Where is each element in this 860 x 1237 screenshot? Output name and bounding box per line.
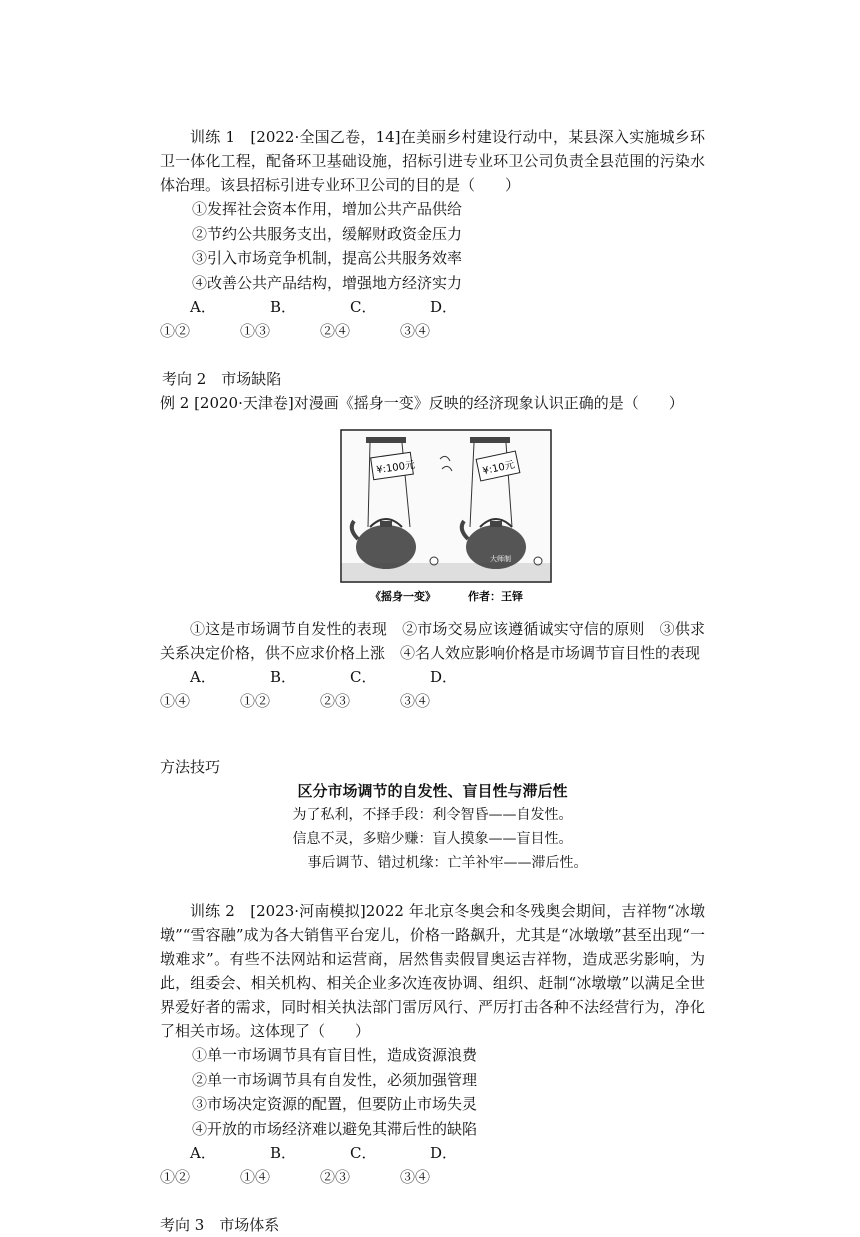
example2-choices [160,665,705,713]
section3-heading: 考向 3 市场体系 [160,1216,280,1234]
training2-stem: 训练 2 [2023·河南模拟]2022 年北京冬奥会和冬残奥会期间，吉祥物“冰墩墩”“雪容融”成为各大销售平台宠儿，价格一路飙升，尤其是“冰墩墩”甚至出现“一墩难求”。有些不法网站和运营商，居然售卖假冒奥运吉祥物，造成恶劣影响，为此，组委会、相关机构、相关企业多次连夜协调、组织、赶制“冰墩墩”以满足全世界爱好者的需求，同时相关执法部门雷厉风行、严厉打击各种不法经营行为，净化了相关市场。这体现了（ ） [160,902,705,1040]
choice-c: C．②③ [320,668,377,710]
cartoon-image [340,429,552,607]
training2-choices [160,1141,705,1189]
method-title: 区分市场调节的自发性、盲目性与滞后性 [297,782,568,800]
example2-statements: ①这是市场调节自发性的表现 ②市场交易应该遵循诚实守信的原则 ③供求关系决定价格，供不应求价格上涨 ④名人效应影响价格是市场调节盲目性的表现 [160,620,705,662]
example2-stem: 例 2 [2020·天津卷]对漫画《摇身一变》反映的经济现象认识正确的是（ ） [160,394,684,412]
sign-right-price: ¥:10元 [481,459,516,478]
training1-stem: 训练 1 [2022·全国乙卷，14]在美丽乡村建设行动中，某县深入实施城乡环卫一体化工程，配备环卫基础设施，招标引进专业环卫公司负责全县范围的污染水体治理。该县招标引进专业环卫公司的目的是（ ） [160,128,705,194]
training1-option-1: ①发挥社会资本作用，增加公共产品供给 [192,200,463,218]
pot-label: 大师制 [490,555,511,563]
section2-heading: 考向 2 市场缺陷 [162,370,282,388]
choice-c: C．②④ [320,298,377,340]
method-heading: 方法技巧 [160,758,221,776]
choice-a: A．①② [160,1144,216,1186]
training1-option-3: ③引入市场竞争机制，提高公共服务效率 [192,249,463,267]
cartoon-caption-author: 作者：王铎 [468,590,523,603]
method-line-3: 事后调节、错过机缘：亡羊补牢——滞后性。 [307,855,588,871]
method-line-1: 为了私利，不择手段：利令智昏——自发性。 [292,807,573,823]
choice-b: B．①② [240,668,297,710]
cartoon-caption-title: 《摇身一变》 [370,590,436,603]
choice-d: D．③④ [400,668,458,710]
choice-b: B．①④ [240,1144,297,1186]
training1-choices [160,295,705,343]
method-line-2: 信息不灵，多赔少赚：盲人摸象——盲目性。 [292,831,573,847]
training2-option-1: ①单一市场调节具有盲目性，造成资源浪费 [192,1046,478,1064]
training2-option-2: ②单一市场调节具有自发性，必须加强管理 [192,1070,478,1089]
training2-option-4: ④开放的市场经济难以避免其滞后性的缺陷 [192,1119,478,1138]
choice-d: D．③④ [400,1144,458,1186]
document-page [160,125,705,1237]
choice-c: C．②③ [320,1144,377,1186]
choice-b: B．①③ [240,298,297,340]
training1-option-4: ④改善公共产品结构，增强地方经济实力 [192,273,463,292]
sign-left-price: ¥:100元 [375,459,416,477]
training1-option-2: ②节约公共服务支出，缓解财政资金压力 [192,224,463,243]
choice-a: A．①④ [160,668,216,710]
training2-option-3: ③市场决定资源的配置，但要防止市场失灵 [192,1095,478,1113]
choice-d: D．③④ [400,298,458,340]
choice-a: A．①② [160,298,216,340]
